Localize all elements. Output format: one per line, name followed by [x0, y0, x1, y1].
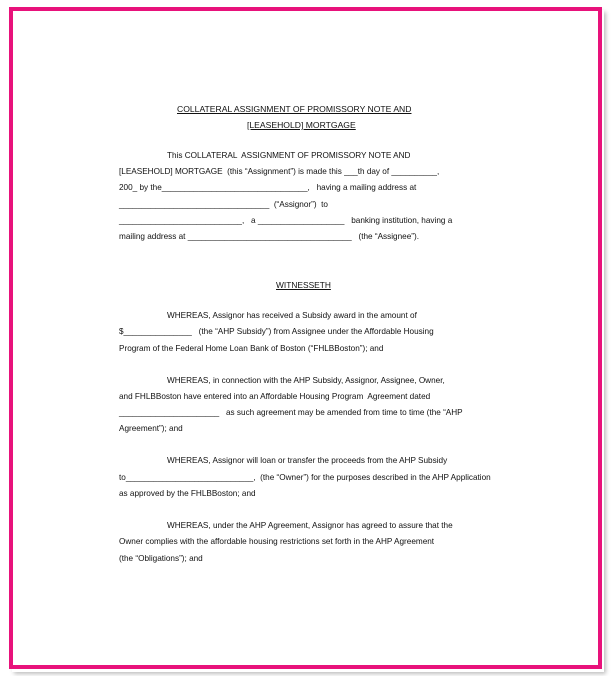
intro-line-3: 200_ by the________________________________, having a mailing address at: [119, 183, 417, 192]
intro-line-5: ___________________________, a ___________________ banking institution, having a: [119, 216, 453, 225]
recital-2-line-3: ______________________ as such agreement may be amended from time to time (the “AHP: [119, 408, 463, 417]
recital-3-line-3: as approved by the FHLBBoston; and: [119, 489, 256, 498]
recital-1-line-1: WHEREAS, Assignor has received a Subsidy award in the amount of: [167, 311, 417, 320]
recital-3-line-1: WHEREAS, Assignor will loan or transfer the proceeds from the AHP Subsidy: [167, 456, 448, 465]
recital-3-line-2: to____________________________, (the “Owner”) for the purposes described in the AHP Application: [119, 473, 491, 482]
intro-line-1: This COLLATERAL ASSIGNMENT OF PROMISSORY NOTE AND: [167, 151, 411, 160]
document-title-line-1: COLLATERAL ASSIGNMENT OF PROMISSORY NOTE AND: [177, 104, 412, 114]
recital-2-line-2: and FHLBBoston have entered into an Affordable Housing Program Agreement dated: [119, 392, 431, 401]
intro-line-4: _________________________________ (“Assignor”) to: [119, 200, 328, 209]
recital-2-line-1: WHEREAS, in connection with the AHP Subsidy, Assignor, Assignee, Owner,: [167, 376, 445, 385]
intro-line-6: mailing address at ____________________________________ (the “Assignee”).: [119, 232, 419, 241]
intro-line-2: [LEASEHOLD] MORTGAGE (this “Assignment”) is made this ___th day of __________,: [119, 167, 440, 176]
witnesseth-heading: WITNESSETH: [276, 280, 331, 290]
recital-4-line-2: Owner complies with the affordable housing restrictions set forth in the AHP Agreement: [119, 537, 435, 546]
recital-2-line-4: Agreement”); and: [119, 424, 183, 433]
document-title-line-2: [LEASEHOLD] MORTGAGE: [247, 120, 356, 130]
recital-1-line-2: $_______________ (the “AHP Subsidy”) from Assignee under the Affordable Housing: [119, 327, 434, 336]
recital-4-line-3: (the “Obligations”); and: [119, 554, 203, 563]
recital-4-line-1: WHEREAS, under the AHP Agreement, Assignor has agreed to assure that the: [167, 521, 453, 530]
recital-1-line-3: Program of the Federal Home Loan Bank of Boston (“FHLBBoston”); and: [119, 344, 384, 353]
